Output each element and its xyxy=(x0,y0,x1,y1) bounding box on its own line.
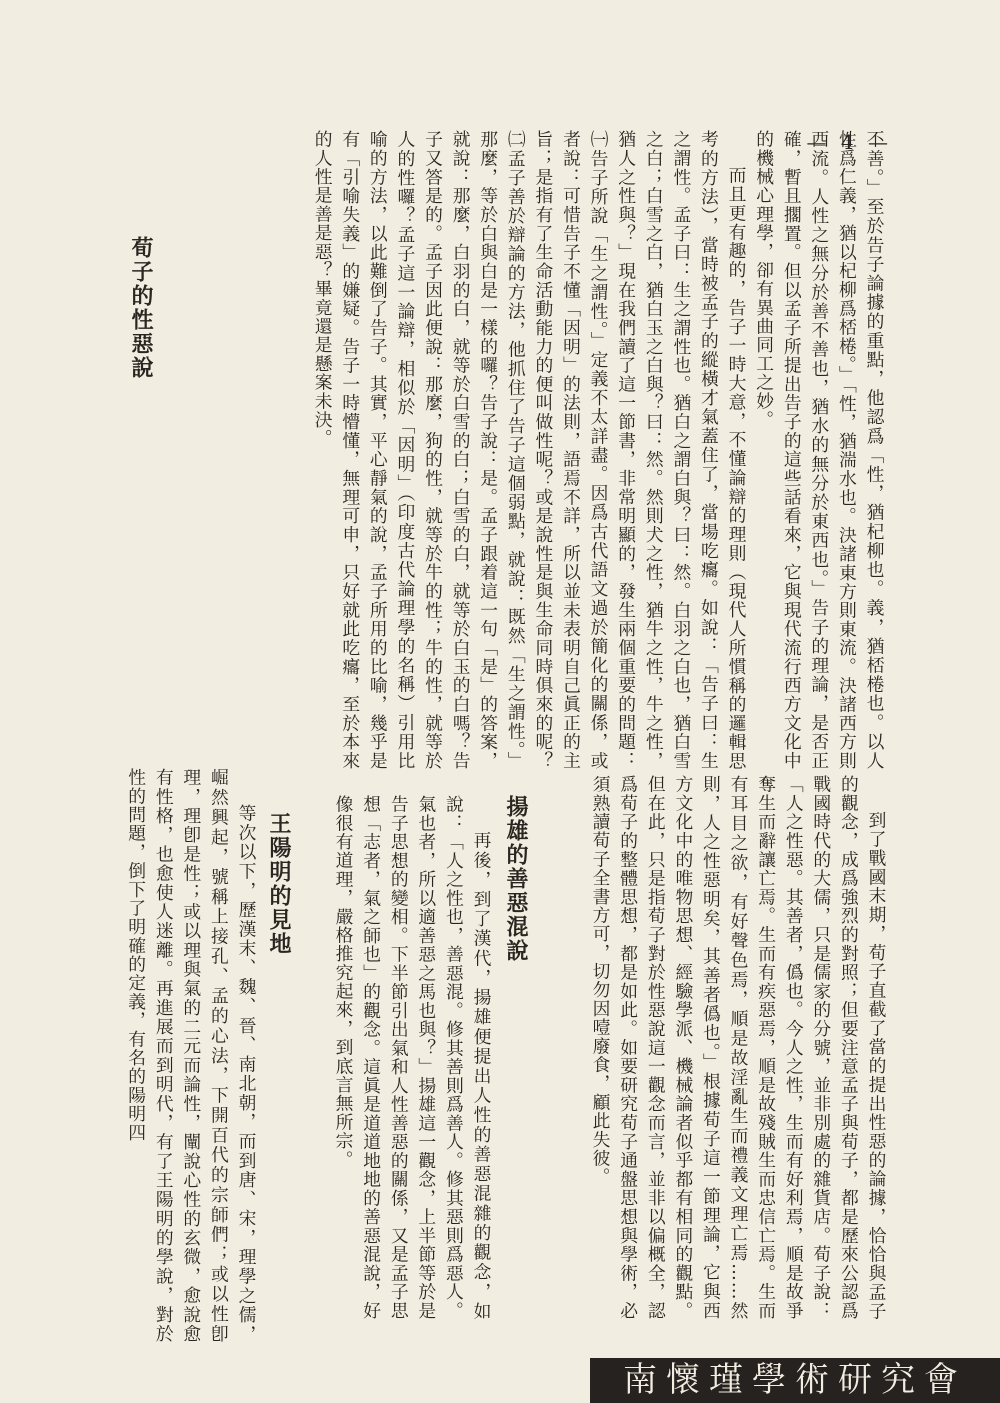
paragraph: 而且更有趣的，告子一時大意，不懂論辯的理則（現代人所慣稱的邏輯思考的方法），當時被孟子的縱橫才氣蓋住了，當場吃癟。如說：「告子曰：生之謂性。孟子曰：生之謂性也。猶白之謂白與？曰：然。白羽之白也，猶白雪之白；白雪之白，猶白玉之白與？曰：然。然則犬之性，猶牛之性，牛之性，猶人之性與？」現在我們讀了這一節書，非常明顯的，發生兩個重要的問題：㈠告子所說「生之謂性。」定義不太詳盡。因爲古代語文過於簡化的關係，或者說：可惜告子不懂「因明」的法則，語焉不詳，所以並未表明自己眞正的主旨；是指有了生命活動能力的便叫做性呢？或是說性是與生命同時俱來的呢？㈡孟子善於辯論的方法，他抓住了告子這個弱點，就說：既然「生之謂性。」那麼，等於白與白是一樣的囉？告子說：是。孟子跟着這一句「是」的答案，就說：那麼，白羽的白，就等於白雪的白；白雪的白，就等於白玉的白嗎？告子又答是的。孟子因此便說：那麼，狗的性，就等於牛的性；牛的性，就等於人的性囉？孟子這一論辯，相似於「因明」（印度古代論理學的名稱）引用比喻的方法，以此難倒了告子。其實，平心靜氣的說，孟子所用的比喻，幾乎是有「引喻失義」的嫌疑。告子一時懵懂，無理可申，只好就此吃癟，至於本來的人性是善是惡？畢竟還是懸案未決。 xyxy=(312,130,748,770)
paragraph: 再後，到了漢代，揚雄便提出人性的善惡混雜的觀念，如說：「人之性也，善惡混。修其善則爲善人。修其惡則爲惡人。氣也者，所以適善惡之馬也與？」揚雄這一觀念，上半節等於是告子思想的變相。下半節引出氣和人性善惡的關係，又是孟子思想「志者，氣之師也」的觀念。這眞是道道地地的善惡混說，好像很有道理，嚴格推究起來，到底言無所宗。 xyxy=(333,795,492,1320)
text-column-xunzi xyxy=(545,775,890,1320)
page-number: — 4 — xyxy=(806,130,892,154)
text-column-yang-xiong xyxy=(305,795,495,1320)
paragraph: 到了戰國末期，荀子直截了當的提出性惡的論據，恰恰與孟子的觀念，成爲強烈的對照；但要注意孟子與荀子，都是歷來公認爲戰國時代的大儒，只是儒家的分號，並非別處的雜貨店。荀子說：「人之性惡。其善者，僞也。今人之性，生而有好利焉，順是故爭奪生而辭讓亡焉。生而有疾惡焉，順是故殘賊生而忠信亡焉。生而有耳目之欲，有好聲色焉，順是故淫亂生而禮義文理亡焉……然則，人之性惡明矣，其善者僞也。」根據荀子這一節理論，它與西方文化中的唯物思想、經驗學派、機械論者似乎都有相同的觀點。但在此，只是指荀子對於性惡說這一觀念而言，並非以偏概全，認爲荀子的整體思想，都是如此。如要研究荀子通盤思想與學術，必須熟讀荀子全書方可，切勿因噎廢食，顧此失彼。 xyxy=(590,775,887,1320)
text-column-wang-yangming xyxy=(100,768,260,1343)
paragraph: 不善。」至於告子論據的重點，他認爲「性，猶杞柳也。義，猶桮棬也。以人性爲仁義，猶以杞柳爲桮棬。」「性，猶湍水也。決諸東方則東流。決諸西方則西流。人性之無分於善不善也，猶水的無分於東西也。」告子的理論，是否正確，暫且擱置。但以孟子所提出告子的這些話看來，它與現代流行西方文化中的機械心理學，卻有異曲同工之妙。 xyxy=(753,130,885,770)
publisher-banner: 南懷瑾學術研究會 xyxy=(590,1358,1000,1403)
section-title-wang-yangming: 王陽明的見地 xyxy=(266,812,292,956)
section-title-yang-xiong: 揚雄的善惡混說 xyxy=(503,795,529,963)
paragraph: 等次以下，歷漢末、魏、晉、南北朝，而到唐、宋，理學之儒，崛然興起，號稱上接孔、孟的心法，下開百代的宗師們；或以性卽理，理卽是性；或以理與氣的二元而論性，闡說心性的玄微，愈說愈有性格，也愈使人迷離。再進展而到明代，有了王陽明的學說，對於性的問題，倒下了明確的定義，有名的陽明四 xyxy=(125,768,257,1343)
text-column-gaozi xyxy=(168,130,888,770)
section-title-xunzi: 荀子的性惡說 xyxy=(128,236,154,380)
